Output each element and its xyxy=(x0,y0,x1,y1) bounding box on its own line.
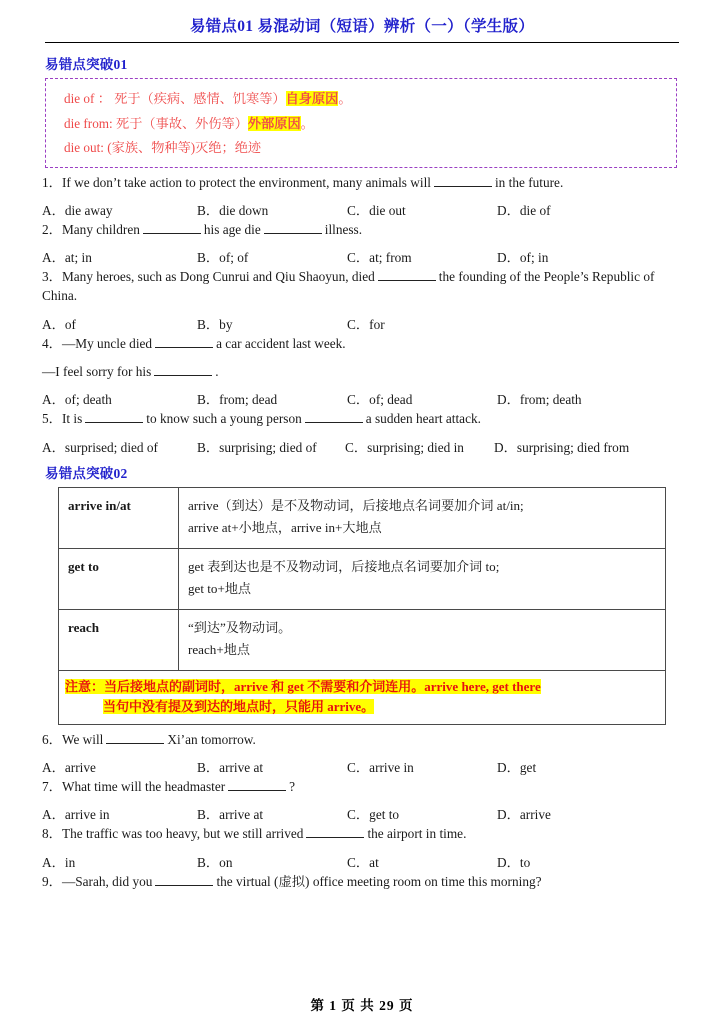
question-number: 4． xyxy=(42,335,62,351)
option-a[interactable]: A．at; in xyxy=(42,250,92,266)
question-number: 8． xyxy=(42,826,62,842)
table-row xyxy=(59,609,666,670)
question-text-cont: to know such a young person xyxy=(146,411,302,427)
rule-line: get to+地点 xyxy=(188,581,252,597)
option-b[interactable]: B．surprising; died of xyxy=(197,439,317,455)
question-9 xyxy=(42,867,690,895)
question-text: What time will the headmaster xyxy=(61,779,226,795)
question-4-reply xyxy=(42,357,690,385)
note-tail: 。 xyxy=(300,115,314,131)
table-note-row xyxy=(59,670,666,724)
options-4 xyxy=(42,385,704,408)
option-c[interactable]: C．for xyxy=(347,316,385,332)
rule-line: arrive（到达）是不及物动词，后接地点名词要加介词 at/in; xyxy=(188,497,524,513)
question-text: It is xyxy=(61,411,83,427)
option-a[interactable]: A．in xyxy=(42,854,76,870)
note-tail: 。 xyxy=(338,90,352,106)
section-heading-01: 易错点突破01 xyxy=(45,57,128,73)
option-d[interactable]: D．get xyxy=(497,760,537,776)
option-c[interactable]: C．at; from xyxy=(347,250,412,266)
answer-blank[interactable] xyxy=(143,223,201,234)
question-8 xyxy=(42,819,690,847)
option-d[interactable]: D．arrive xyxy=(497,807,551,823)
page-title: 易错点01 易混动词（短语）辨析（一）（学生版） xyxy=(189,18,535,35)
question-4 xyxy=(42,329,690,357)
note-body: 死于（疾病、感情、饥寒等） xyxy=(114,90,286,106)
question-number: 9． xyxy=(42,873,62,889)
question-5 xyxy=(42,404,690,432)
section-heading-02: 易错点突破02 xyxy=(45,465,128,481)
option-b[interactable]: B．arrive at xyxy=(197,760,264,776)
option-a[interactable]: A．of xyxy=(42,316,76,332)
question-text-cont: Xi’an tomorrow. xyxy=(167,731,256,747)
option-c[interactable]: C．at xyxy=(347,854,379,870)
question-text-end: . xyxy=(215,364,219,380)
option-b[interactable]: B．by xyxy=(197,316,233,332)
question-3 xyxy=(42,262,690,310)
rule-value xyxy=(179,487,666,548)
note-term: die out: xyxy=(64,140,104,156)
note-text-1: 注意：当后接地点的副词时，arrive 和 get 不需要和介词连用。arrive here, get there xyxy=(65,678,541,694)
note-body: (家族、物种等)灭绝；绝迹 xyxy=(107,140,262,156)
option-a[interactable]: A．of; death xyxy=(42,392,112,408)
question-text-cont: a car accident last week. xyxy=(216,335,346,351)
answer-blank[interactable] xyxy=(85,412,143,423)
note-term: die from: xyxy=(64,115,113,131)
options-6 xyxy=(42,753,704,776)
note-body: 死于（事故、外伤等） xyxy=(116,115,248,131)
arrive-rules-table-wrap xyxy=(58,487,666,725)
rule-note xyxy=(59,670,666,724)
question-text: The traffic was too heavy, but we still arrived xyxy=(61,826,304,842)
note-highlight: 自身原因 xyxy=(285,90,339,106)
option-a[interactable]: A．surprised; died of xyxy=(42,439,158,455)
rule-key: reach xyxy=(59,609,179,670)
rule-key: get to xyxy=(59,548,179,609)
rule-line: arrive at+小地点，arrive in+大地点 xyxy=(188,520,382,536)
option-b[interactable]: B．from; dead xyxy=(197,392,278,408)
question-text-end: illness. xyxy=(324,221,363,237)
question-number: 1． xyxy=(42,174,62,190)
option-a[interactable]: A．die away xyxy=(42,202,113,218)
question-text-cont: ? xyxy=(289,779,296,795)
question-text: We will xyxy=(61,731,104,747)
answer-blank[interactable] xyxy=(434,176,492,187)
answer-blank[interactable] xyxy=(106,733,164,744)
question-text-cont: the founding of the People’s Republic of China. xyxy=(42,269,655,304)
question-number: 5． xyxy=(42,411,62,427)
note-text-2: 当句中没有提及到达的地点时，只能用 arrive。 xyxy=(103,698,375,714)
question-number: 3． xyxy=(42,269,62,285)
question-number: 2． xyxy=(42,221,62,237)
question-text-reply: —I feel sorry for his xyxy=(42,364,152,380)
note-term: die of ： xyxy=(64,90,111,106)
question-text-end: a sudden heart attack. xyxy=(365,411,481,427)
options-3 xyxy=(42,310,704,332)
option-b[interactable]: B．of; of xyxy=(197,250,249,266)
option-b[interactable]: B．on xyxy=(197,854,233,870)
option-c[interactable]: C．surprising; died in xyxy=(345,439,464,455)
question-text: —My uncle died xyxy=(61,335,153,351)
note-highlight: 外部原因 xyxy=(247,115,301,131)
rule-line: “到达”及物动词。 xyxy=(188,619,292,635)
table-row xyxy=(59,487,666,548)
title-divider xyxy=(45,42,679,43)
options-2 xyxy=(42,243,704,266)
answer-blank[interactable] xyxy=(306,827,364,838)
question-number: 7． xyxy=(42,779,62,795)
answer-blank[interactable] xyxy=(305,412,363,423)
question-7 xyxy=(42,772,690,800)
option-c[interactable]: C．of; dead xyxy=(347,392,413,408)
answer-blank[interactable] xyxy=(264,223,322,234)
rule-value xyxy=(179,609,666,670)
question-text-cont: in the future. xyxy=(494,174,564,190)
option-d[interactable]: D．from; death xyxy=(497,392,582,408)
die-usage-box xyxy=(45,78,677,167)
option-a[interactable]: A．arrive xyxy=(42,760,96,776)
option-d[interactable]: D．surprising; died from xyxy=(494,439,630,455)
note-line-1 xyxy=(65,677,659,697)
rule-key: arrive in/at xyxy=(59,487,179,548)
question-text: Many heroes, such as Dong Cunrui and Qiu Shaoyun, died xyxy=(61,269,375,285)
option-a[interactable]: A．arrive in xyxy=(42,807,110,823)
question-text-cont: the airport in time. xyxy=(367,826,467,842)
option-c[interactable]: C．die out xyxy=(347,202,406,218)
options-8 xyxy=(42,848,704,870)
option-d[interactable]: D．of; in xyxy=(497,250,549,266)
note-line-2 xyxy=(65,697,659,717)
option-d[interactable]: D．die of xyxy=(497,202,551,218)
rule-value xyxy=(179,548,666,609)
question-2 xyxy=(42,215,690,243)
question-text-cont: the virtual (虚拟) office meeting room on time this morning? xyxy=(216,873,542,889)
question-text: If we don’t take action to protect the environment, many animals will xyxy=(61,174,431,190)
option-b[interactable]: B．die down xyxy=(197,202,269,218)
options-5 xyxy=(42,433,704,455)
option-c[interactable]: C．get to xyxy=(347,807,400,823)
question-text-cont: his age die xyxy=(203,221,261,237)
option-c[interactable]: C．arrive in xyxy=(347,760,414,776)
answer-blank[interactable] xyxy=(154,365,212,376)
options-1 xyxy=(42,196,704,218)
answer-blank[interactable] xyxy=(378,270,436,281)
note-line xyxy=(46,136,676,161)
note-line xyxy=(46,86,676,111)
question-text: —Sarah, did you xyxy=(61,873,153,889)
answer-blank[interactable] xyxy=(155,875,213,886)
rule-line: reach+地点 xyxy=(188,642,250,658)
question-6 xyxy=(42,725,690,753)
arrive-rules-table xyxy=(58,487,666,725)
page-footer: 第 1 页 共 29 页 xyxy=(310,998,414,1013)
answer-blank[interactable] xyxy=(228,780,286,791)
question-1 xyxy=(42,168,690,196)
question-text: Many children xyxy=(61,221,140,237)
options-7 xyxy=(42,800,704,823)
question-number: 6． xyxy=(42,731,62,747)
answer-blank[interactable] xyxy=(155,337,213,348)
option-b[interactable]: B．arrive at xyxy=(197,807,264,823)
option-d[interactable]: D．to xyxy=(497,854,531,870)
rule-line: get 表到达也是不及物动词，后接地点名词要加介词 to; xyxy=(188,558,500,574)
table-row xyxy=(59,548,666,609)
note-line xyxy=(46,111,676,136)
